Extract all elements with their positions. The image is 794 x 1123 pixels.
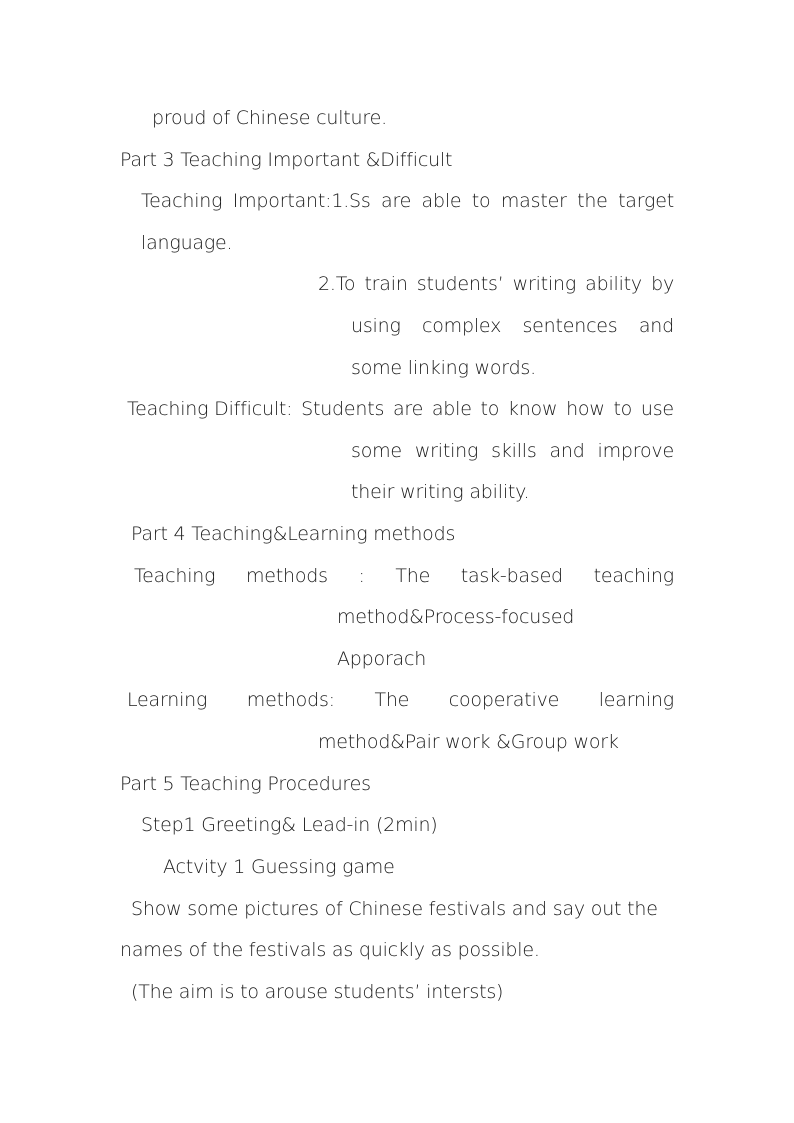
word: cooperative (448, 689, 560, 711)
text-line: some linking words. (351, 357, 536, 379)
text-line: proud of Chinese culture. (152, 107, 387, 129)
word: the (577, 190, 608, 212)
word: are (392, 398, 424, 420)
word: are (381, 190, 412, 212)
word: methods: (246, 689, 335, 711)
word: and (638, 315, 674, 337)
word: improve (597, 440, 674, 462)
text-line: their writing ability. (351, 481, 530, 503)
word: Students (301, 398, 385, 420)
word: able (431, 398, 472, 420)
word: : (358, 565, 365, 587)
word: sentences (522, 315, 618, 337)
text-line-justified (127, 687, 674, 713)
word: to (471, 190, 491, 212)
word: teaching (593, 565, 674, 587)
text-line: names of the festivals as quickly as possible. (120, 939, 540, 961)
word: target (618, 190, 674, 212)
text-line: method&Pair work &Group work (318, 731, 619, 753)
word: skills (491, 440, 537, 462)
word: The (374, 689, 410, 711)
label: Teaching Difficult: (127, 398, 293, 420)
word: 2.To (318, 273, 356, 295)
text-line: method&Process-focused (337, 606, 575, 628)
word: writing (512, 273, 577, 295)
word: train (364, 273, 408, 295)
word: to (613, 398, 633, 420)
text-line: Show some pictures of Chinese festivals and say out the (131, 898, 658, 920)
word: and (549, 440, 585, 462)
text-line: (The aim is to arouse students’ intersts) (131, 981, 504, 1003)
word: The (395, 565, 431, 587)
word: to (480, 398, 500, 420)
section-heading-part-5: Part 5 Teaching Procedures (120, 773, 371, 795)
word: ability (585, 273, 642, 295)
text-line-justified (141, 188, 674, 214)
word: Learning (127, 689, 208, 711)
text-line: language. (141, 232, 233, 254)
word: able (421, 190, 462, 212)
word: Teaching (134, 565, 216, 587)
activity-heading: Actvity 1 Guessing game (163, 856, 395, 878)
word: some (351, 440, 402, 462)
word: methods (245, 565, 328, 587)
text-line: Apporach (337, 648, 427, 670)
text-line-justified (134, 563, 674, 589)
word: students’ (416, 273, 504, 295)
word: complex (422, 315, 502, 337)
section-heading-part-3: Part 3 Teaching Important &Difficult (120, 149, 453, 171)
word: master (500, 190, 567, 212)
step-heading: Step1 Greeting& Lead-in (2min) (141, 814, 438, 836)
text-line-justified (351, 438, 674, 464)
word: Important:1.Ss (232, 190, 371, 212)
word: using (351, 315, 401, 337)
section-heading-part-4: Part 4 Teaching&Learning methods (131, 523, 456, 545)
text-line-justified (127, 396, 674, 422)
word: writing (414, 440, 479, 462)
word: how (566, 398, 605, 420)
word: use (640, 398, 674, 420)
word: learning (598, 689, 674, 711)
word: task-based (460, 565, 563, 587)
word: by (651, 273, 674, 295)
word: know (507, 398, 558, 420)
text-line-justified (318, 271, 674, 297)
text-line-justified (351, 313, 674, 339)
word: Teaching (141, 190, 223, 212)
